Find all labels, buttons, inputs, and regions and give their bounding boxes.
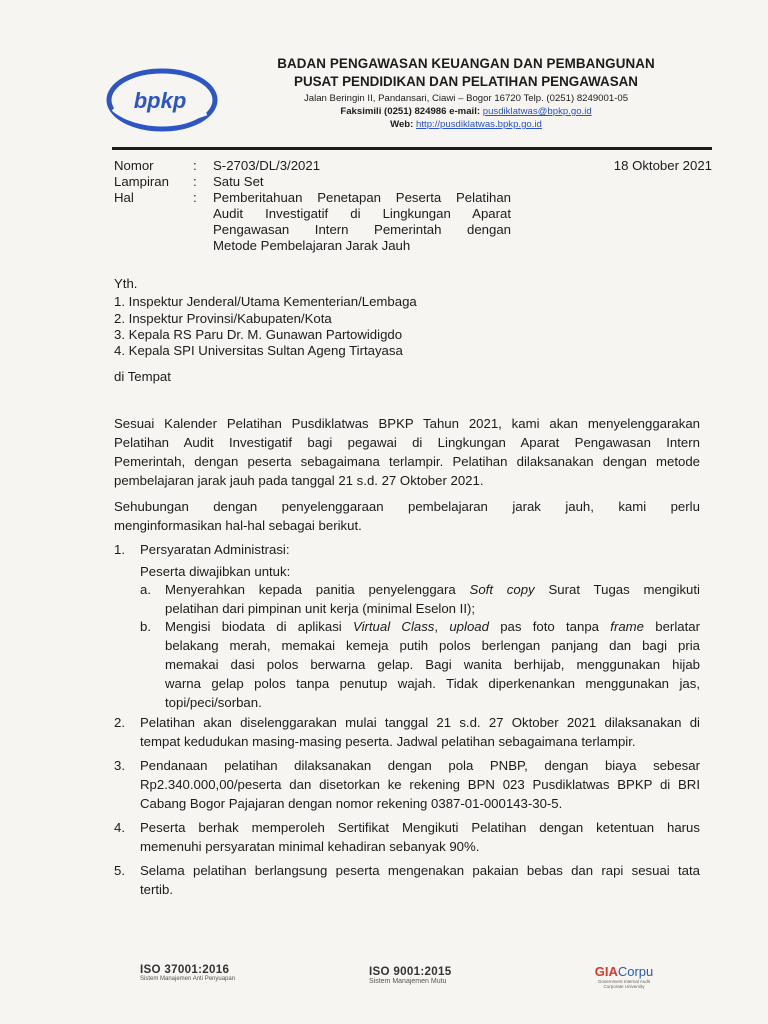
item-line: Selama pelatihan berlangsung peserta mengenakan pakaian bebas dan rapi sesuai tata [140, 863, 700, 878]
gia-corpu-logo [584, 965, 664, 989]
item4-text [140, 818, 700, 856]
para-line: Pelatihan Audit Investigatif bagi pegawai di Lingkungan Aparat Pengawasan Intern [114, 435, 700, 450]
text: Surat Tugas mengikuti [548, 582, 700, 597]
item3-text [140, 756, 700, 813]
hal-line: Pengawasan Intern Pemerintah dengan [213, 222, 511, 237]
email-link[interactable]: pusdiklatwas@bpkp.go.id [482, 106, 592, 117]
iso37001-title: ISO 37001:2016 [140, 963, 230, 976]
web-link[interactable]: http://pusdiklatwas.bpkp.go.id [416, 119, 542, 130]
place: di Tempat [114, 369, 171, 384]
item5-text [140, 861, 700, 899]
iso37001-sub: Sistem Manajemen Anti Penyuapan [140, 976, 236, 982]
gia-sub1: Government Internal Audit [597, 979, 651, 984]
recipient-item: 4. Kepala SPI Universitas Sultan Ageng Tirtayasa [114, 343, 403, 358]
item1-intro: Peserta diwajibkan untuk: [140, 564, 291, 579]
nomor-colon: : [193, 158, 197, 173]
item-number: 3. [114, 758, 125, 773]
text-italic: upload [449, 619, 489, 634]
gia-wordmark [584, 965, 664, 979]
item-number: 5. [114, 863, 125, 878]
hal-subject [213, 190, 511, 254]
org-name: BADAN PENGAWASAN KEUANGAN DAN PEMBANGUNAN [277, 56, 655, 71]
hal-label: Hal [114, 190, 134, 205]
hal-line: Metode Pembelajaran Jarak Jauh [213, 238, 411, 253]
corpu-text: Corpu [617, 964, 654, 979]
para-line: Pemerintah, dengan peserta sebagaimana terlampir. Pelatihan dilaksanakan dengan metode [114, 454, 700, 469]
word: pembelajaran [407, 499, 488, 514]
logo-text: bpkp [133, 88, 187, 113]
para2-line1 [114, 497, 700, 516]
bpkp-logo [106, 68, 218, 132]
item-number: 1. [114, 542, 125, 557]
item-line: Rp2.340.000,00/peserta dan disetorkan ke rekening BPN 023 Pusdiklatwas BPKP di BRI [140, 777, 700, 792]
recipient-item: 2. Inspektur Provinsi/Kabupaten/Kota [114, 311, 332, 326]
word: Sehubungan [114, 499, 189, 514]
web-label: Web: [390, 119, 414, 130]
lampiran-label: Lampiran [114, 174, 169, 189]
letter-date: 18 Oktober 2021 [613, 158, 712, 173]
lampiran-value: Satu Set [213, 174, 264, 189]
unit-name: PUSAT PENDIDIKAN DAN PELATIHAN PENGAWASAN [294, 74, 638, 89]
salutation: Yth. [114, 276, 138, 291]
item-line: tertib. [140, 882, 173, 897]
sub-a-line2: pelatihan dari pimpinan unit kerja (minimal Eselon II); [165, 601, 476, 616]
sub-label-b: b. [140, 619, 151, 634]
text-italic: frame [610, 619, 644, 634]
iso9001-title: ISO 9001:2015 [369, 965, 452, 978]
text: , [434, 619, 439, 634]
item-line: Cabang Bogor Pajajaran dengan nomor rekening 0387-01-000143-30-5. [140, 796, 563, 811]
text: Mengisi biodata di aplikasi [165, 619, 342, 634]
web-line [246, 119, 686, 130]
item-line: tempat kedudukan masing-masing peserta. Jadwal pelatihan sebagaimana terlampir. [140, 734, 636, 749]
text-italic: Soft copy [469, 582, 535, 597]
item-number: 4. [114, 820, 125, 835]
para-line: Sesuai Kalender Pelatihan Pusdiklatwas BPKP Tahun 2021, kami akan menyelenggarakan [114, 416, 700, 431]
para-line: menginformasikan hal-hal sebagai berikut. [114, 518, 362, 533]
word: kami [618, 499, 647, 514]
text: Menyerahkan kepada panitia penyelenggara [165, 582, 456, 597]
item-line: Pendanaan pelatihan dilaksanakan dengan pola PNBP, dengan biaya sebesar [140, 758, 700, 773]
word: penyelenggaraan [281, 499, 384, 514]
item-line: memenuhi persyaratan minimal kehadiran sebanyak 90%. [140, 839, 480, 854]
gia-text: GIA [594, 964, 618, 979]
word: perlu [670, 499, 700, 514]
sub-item-a [165, 580, 700, 618]
iso9001-badge [369, 965, 452, 985]
fax-email-line [246, 106, 686, 117]
word: jarak [512, 499, 541, 514]
item1-title: Persyaratan Administrasi: [140, 542, 290, 557]
paragraph-intro [114, 414, 700, 490]
header-rule [112, 147, 712, 150]
item2-text [140, 713, 700, 751]
item-number: 2. [114, 715, 125, 730]
sub-b-line: belakang merah, memakai kemeja putih polos berlengan panjang dan bagi pria [165, 638, 700, 653]
hal-colon: : [193, 190, 197, 205]
item-line: Pelatihan akan diselenggarakan mulai tanggal 21 s.d. 27 Oktober 2021 dilaksanakan di [140, 715, 700, 730]
fax-label: Faksimili (0251) 824986 e-mail: [340, 106, 481, 117]
sub-item-b [165, 617, 700, 712]
text: berlatar [655, 619, 700, 634]
hal-line: Pemberitahuan Penetapan Peserta Pelatihan [213, 190, 511, 205]
item-line: Peserta berhak memperoleh Sertifikat Mengikuti Pelatihan dengan ketentuan harus [140, 820, 700, 835]
sub-a-line1 [165, 580, 700, 599]
nomor-label: Nomor [114, 158, 154, 173]
hal-line: Audit Investigatif di Lingkungan Aparat [213, 206, 511, 221]
para-line: pembelajaran jarak jauh pada tanggal 21 s.d. 27 Oktober 2021. [114, 473, 484, 488]
gia-sub2: Corporate University [603, 984, 645, 989]
sub-b-line1 [165, 617, 700, 636]
word: dengan [213, 499, 258, 514]
sub-b-line: warna gelap polos tanpa penutup wajah. Tidak diperkenankan menggunakan jas, [165, 676, 700, 691]
lampiran-colon: : [193, 174, 197, 189]
text-italic: Virtual Class [353, 619, 435, 634]
nomor-value: S-2703/DL/3/2021 [213, 158, 321, 173]
iso9001-sub: Sistem Manajemen Mutu [369, 978, 447, 985]
sub-b-line: topi/peci/sorban. [165, 695, 262, 710]
word: jauh, [565, 499, 594, 514]
sub-label-a: a. [140, 582, 151, 597]
sub-b-line: memakai dasi polos berwarna gelap. Bagi wanita berhijab, menggunakan hijab [165, 657, 700, 672]
iso37001-badge [140, 963, 235, 982]
recipient-item: 3. Kepala RS Paru Dr. M. Gunawan Partowidigdo [114, 327, 403, 342]
text: pas foto tanpa [500, 619, 600, 634]
paragraph-followup [114, 497, 700, 535]
recipient-item: 1. Inspektur Jenderal/Utama Kementerian/Lembaga [114, 294, 417, 309]
address: Jalan Beringin II, Pandansari, Ciawi – Bogor 16720 Telp. (0251) 8249001-05 [303, 93, 629, 104]
